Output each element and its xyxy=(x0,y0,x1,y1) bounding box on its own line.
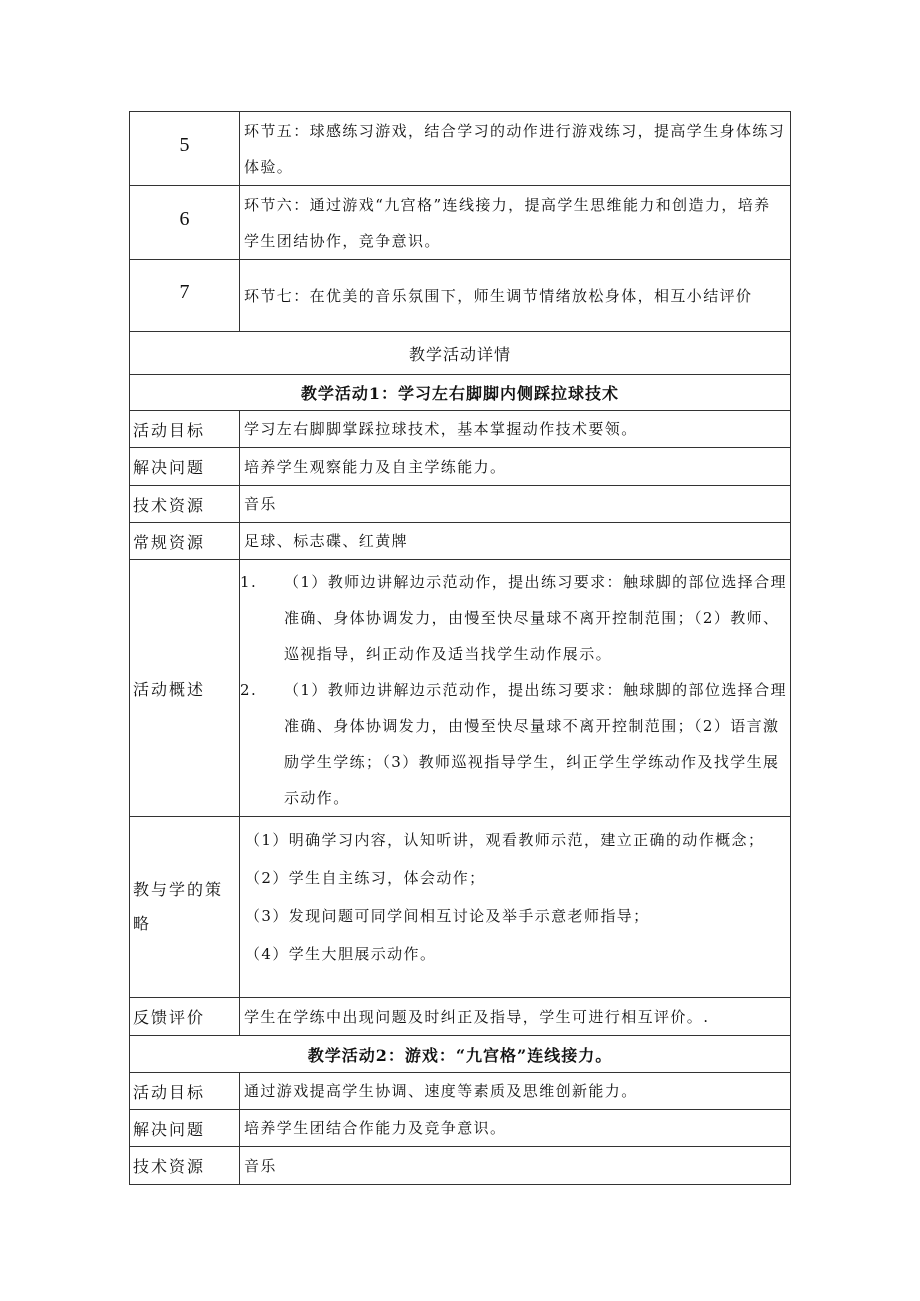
activity1-goal: 学习左右脚脚掌踩拉球技术，基本掌握动作技术要领。 xyxy=(240,411,791,448)
overview-item-number: 2. xyxy=(240,681,258,699)
step-text: 环节五：球感练习游戏，结合学习的动作进行游戏练习，提高学生身体练习体验。 xyxy=(240,112,791,186)
step-number: 6 xyxy=(130,186,240,260)
step-number: 7 xyxy=(130,260,240,332)
strategy-item: （4）学生大胆展示动作。 xyxy=(245,945,437,963)
step-text: 环节七：在优美的音乐氛围下，师生调节情绪放松身体，相互小结评价 xyxy=(240,260,791,332)
step-text: 环节六：通过游戏“九宫格”连线接力，提高学生思维能力和创造力，培养学生团结协作，竞争意识。 xyxy=(240,186,791,260)
activity2-problem-label: 解决问题 xyxy=(130,1110,240,1147)
activity1-overview xyxy=(240,560,791,817)
activity1-tech-label: 技术资源 xyxy=(130,486,240,523)
activity1-problem: 培养学生观察能力及自主学练能力。 xyxy=(240,448,791,486)
overview-item-text: （1）教师边讲解边示范动作，提出练习要求：触球脚的部位选择合理准确、身体协调发力，由慢至快尽量球不离开控制范围；（2）教师、巡视指导，纠正动作及适当找学生动作展示。 xyxy=(284,573,787,663)
step-row xyxy=(130,260,791,332)
overview-item-number: 1. xyxy=(240,573,258,591)
activity1-regular: 足球、标志碟、红黄牌 xyxy=(240,523,791,560)
overview-item xyxy=(240,672,790,816)
activity2-title: 教学活动2：游戏：“九宫格”连线接力。 xyxy=(130,1036,791,1073)
activity1-strategy-label: 教与学的策略 xyxy=(130,817,240,998)
overview-item xyxy=(240,564,790,672)
lesson-table xyxy=(129,111,791,1185)
activity2-problem: 培养学生团结合作能力及竞争意识。 xyxy=(240,1110,791,1147)
overview-item-text: （1）教师边讲解边示范动作，提出练习要求：触球脚的部位选择合理准确、身体协调发力，由慢至快尽量球不离开控制范围；（2）语言激励学生学练；（3）教师巡视指导学生，纠正学生学练动作及找学生展示动作。 xyxy=(284,681,787,807)
activity1-tech: 音乐 xyxy=(240,486,791,523)
activity2-goal-label: 活动目标 xyxy=(130,1073,240,1110)
step-number: 5 xyxy=(130,112,240,186)
activity1-goal-label: 活动目标 xyxy=(130,411,240,448)
strategy-item: （1）明确学习内容，认知听讲，观看教师示范，建立正确的动作概念； xyxy=(245,831,765,849)
step-row xyxy=(130,112,791,186)
activity1-feedback: 学生在学练中出现问题及时纠正及指导，学生可进行相互评价。. xyxy=(240,998,791,1036)
activity1-feedback-label: 反馈评价 xyxy=(130,998,240,1036)
activity1-title: 教学活动1：学习左右脚脚内侧踩拉球技术 xyxy=(130,375,791,411)
step-row xyxy=(130,186,791,260)
section-title: 教学活动详情 xyxy=(130,332,791,375)
activity1-problem-label: 解决问题 xyxy=(130,448,240,486)
activity1-strategy xyxy=(240,817,791,998)
activity1-overview-label: 活动概述 xyxy=(130,560,240,817)
activity2-tech-label: 技术资源 xyxy=(130,1147,240,1185)
strategy-item: （2）学生自主练习，体会动作； xyxy=(245,869,486,887)
activity2-tech: 音乐 xyxy=(240,1147,791,1185)
strategy-item: （3）发现问题可同学间相互讨论及举手示意老师指导； xyxy=(245,907,650,925)
activity1-regular-label: 常规资源 xyxy=(130,523,240,560)
document-page xyxy=(129,111,790,1185)
activity2-goal: 通过游戏提高学生协调、速度等素质及思维创新能力。 xyxy=(240,1073,791,1110)
